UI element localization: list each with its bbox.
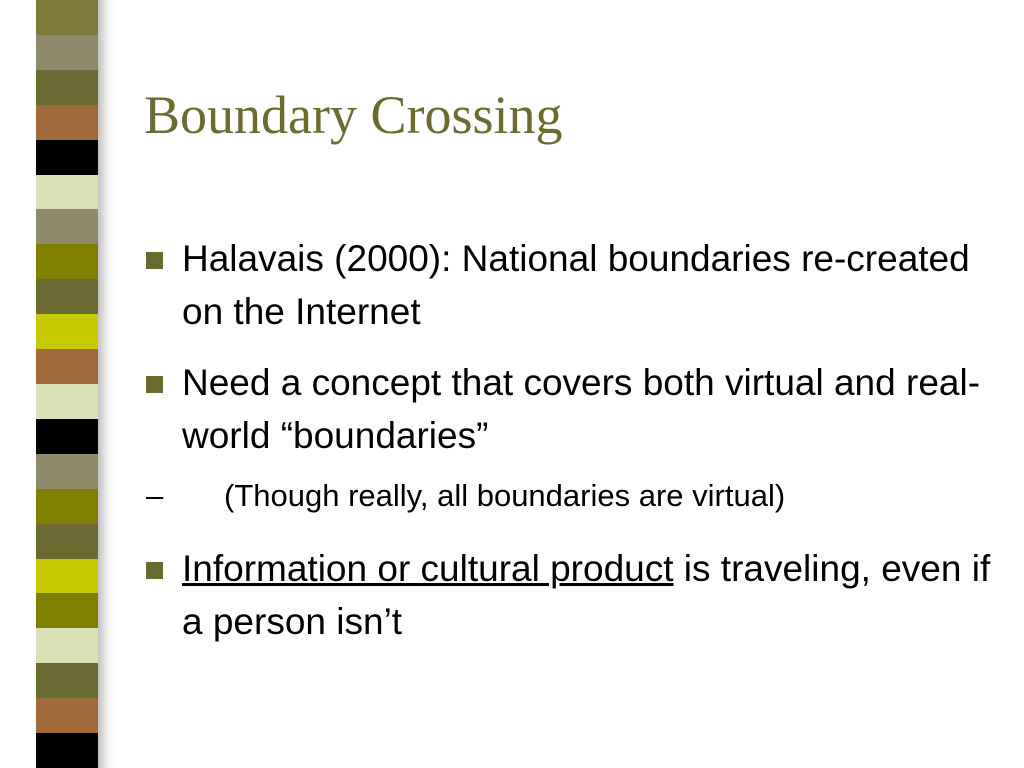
stripe-segment (36, 593, 98, 628)
stripe-segment (36, 314, 98, 349)
bullet-text: Need a concept that covers both virtual and real-world “boundaries” (182, 362, 981, 456)
dash-bullet-icon: – (146, 478, 164, 513)
stripe-segment (36, 419, 98, 454)
stripe-segment (36, 524, 98, 559)
square-bullet-icon (146, 562, 163, 579)
stripe-segment (36, 140, 98, 175)
bullet-text: Halavais (2000): National boundaries re-created on the Internet (182, 238, 970, 332)
bullet-item (146, 356, 1006, 462)
stripe-segment (36, 698, 98, 733)
stripe-segment (36, 244, 98, 279)
stripe-segment (36, 733, 98, 768)
decorative-stripe-bar (36, 0, 98, 768)
stripe-shadow (98, 0, 116, 768)
stripe-segment (36, 489, 98, 524)
sub-bullet-text: (Though really, all boundaries are virtual) (224, 478, 786, 513)
stripe-segment (36, 454, 98, 489)
stripe-segment (36, 209, 98, 244)
stripe-segment (36, 175, 98, 210)
bullet-item (146, 542, 1006, 648)
stripe-segment (36, 559, 98, 594)
stripe-segment (36, 663, 98, 698)
stripe-segment (36, 105, 98, 140)
bullet-text: is traveling, even if a person isn’t (182, 548, 991, 642)
stripe-segment (36, 384, 98, 419)
square-bullet-icon (146, 376, 163, 393)
stripe-segment (36, 628, 98, 663)
slide-title: Boundary Crossing (144, 85, 563, 145)
square-bullet-icon (146, 252, 163, 269)
stripe-segment (36, 349, 98, 384)
sub-bullet-item (146, 474, 1006, 518)
bullet-item (146, 232, 1006, 338)
stripe-segment (36, 35, 98, 70)
bullet-list (146, 232, 1006, 666)
stripe-segment (36, 0, 98, 35)
underlined-term: Information or cultural product (182, 548, 674, 589)
stripe-segment (36, 279, 98, 314)
stripe-segment (36, 70, 98, 105)
